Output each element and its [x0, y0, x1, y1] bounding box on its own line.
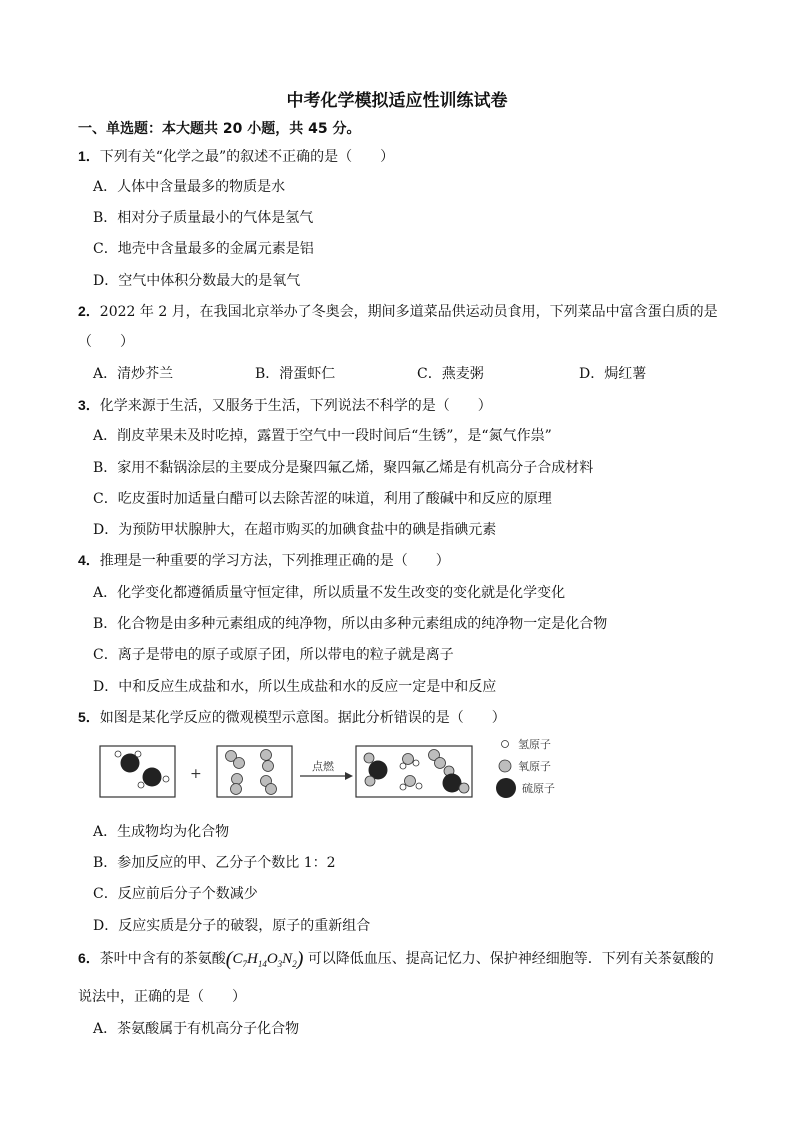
- legend-hydrogen: 氢原子: [518, 738, 551, 751]
- question-1-stem: [78, 146, 394, 166]
- question-3-option-d: D．为预防甲状腺肿大，在超市购买的加碘食盐中的碘是指碘元素: [93, 522, 497, 538]
- question-4-option-c: C．离子是带电的原子或原子团，所以带电的粒子就是离子: [93, 647, 454, 663]
- question-3-option-a: A．削皮苹果未及时吃掉，露置于空气中一段时间后“生锈”，是“氮气作祟”: [93, 428, 552, 444]
- page-title: 中考化学模拟适应性训练试卷: [286, 91, 508, 111]
- h2o-molecule: [400, 776, 422, 791]
- question-3-option-c: C．吃皮蛋时加适量白醋可以去除苦涩的味道，利用了酸碱中和反应的原理: [93, 491, 552, 507]
- h2s-molecule: [115, 751, 141, 773]
- question-2-options: [93, 363, 741, 383]
- o2-molecules: [226, 750, 277, 795]
- question-6-option-a: A．茶氨酸属于有机高分子化合物: [93, 1021, 300, 1037]
- arrow-label: 点燃: [312, 760, 334, 773]
- question-4-option-d: D．中和反应生成盐和水，所以生成盐和水的反应一定是中和反应: [93, 679, 497, 695]
- o2-molecule: [429, 750, 446, 769]
- question-1-option-d: D．空气中体积分数最大的是氧气: [93, 273, 301, 289]
- question-4-stem: [78, 550, 450, 570]
- question-5-stem: [78, 707, 506, 727]
- question-2-option-d: D．焗红薯: [579, 366, 647, 382]
- question-2-stem-cont: （ ）: [78, 334, 134, 350]
- plus-sign: +: [190, 766, 202, 782]
- arrow-head: [345, 772, 353, 780]
- question-3-stem: [78, 395, 492, 415]
- h2s-molecule: [138, 768, 169, 789]
- question-1-option-c: C．地壳中含量最多的金属元素是铝: [93, 241, 314, 257]
- question-number: 2．: [78, 303, 100, 319]
- question-number: 5．: [78, 709, 100, 725]
- question-text: 推理是一种重要的学习方法，下列推理正确的是（ ）: [99, 553, 450, 569]
- so2-molecule: [364, 753, 388, 786]
- question-number: 4．: [78, 552, 100, 568]
- question-text-a: 茶叶中含有的茶氨酸: [99, 951, 226, 967]
- legend-sulfur: 硫原子: [522, 782, 555, 795]
- section-heading: 一、单选题：本大题共 20 小题，共 45 分。: [78, 121, 361, 137]
- question-4-option-b: B．化合物是由多种元素组成的纯净物，所以由多种元素组成的纯净物一定是化合物: [93, 616, 608, 632]
- theanine-formula: $(C_7H_{14}O_3N_2)$: [225, 948, 304, 970]
- question-6-stem-cont: 说法中，正确的是（ ）: [78, 989, 246, 1005]
- question-1-option-b: B．相对分子质量最小的气体是氢气: [93, 210, 314, 226]
- question-text-b: 可以降低血压、提高记忆力、保护神经细胞等．下列有关茶氨酸的: [307, 951, 714, 967]
- question-5-option-c: C．反应前后分子个数减少: [93, 886, 258, 902]
- question-2-option-b: B．滑蛋虾仁: [255, 366, 336, 382]
- question-text: 如图是某化学反应的微观模型示意图。据此分析错误的是（ ）: [99, 710, 506, 726]
- question-2-stem: [78, 301, 718, 321]
- question-1-option-a: A．人体中含量最多的物质是水: [93, 179, 286, 195]
- question-4-option-a: A．化学变化都遵循质量守恒定律，所以质量不发生改变的变化就是化学变化: [93, 585, 566, 601]
- question-text: 2022 年 2 月，在我国北京举办了冬奥会，期间多道菜品供运动员食用，下列菜品中富含蛋白质的是: [99, 304, 718, 320]
- sulfur-atom-icon: [496, 778, 516, 798]
- question-2-option-c: C．燕麦粥: [417, 366, 484, 382]
- question-text: 化学来源于生活，又服务于生活，下列说法不科学的是（ ）: [99, 398, 492, 414]
- oxygen-atom-icon: [499, 760, 511, 772]
- question-text: 下列有关“化学之最”的叙述不正确的是（ ）: [99, 149, 395, 165]
- hydrogen-atom-icon: [502, 741, 509, 748]
- h2o-molecule: [400, 754, 419, 770]
- legend-oxygen: 氧原子: [518, 760, 551, 773]
- question-number: 1．: [78, 148, 100, 164]
- reaction-diagram: [90, 736, 580, 806]
- so2-molecule: [443, 766, 470, 793]
- question-5-option-d: D．反应实质是分子的破裂，原子的重新组合: [93, 918, 371, 934]
- question-3-option-b: B．家用不黏锅涂层的主要成分是聚四氟乙烯，聚四氟乙烯是有机高分子合成材料: [93, 460, 594, 476]
- question-5-option-a: A．生成物均为化合物: [93, 824, 230, 840]
- question-number: 6．: [78, 950, 100, 966]
- question-2-option-a: A．清炒芥兰: [93, 366, 174, 382]
- question-5-option-b: B．参加反应的甲、乙分子个数比 1：2: [93, 855, 336, 871]
- question-number: 3．: [78, 397, 100, 413]
- legend: [496, 737, 555, 798]
- question-6-stem: [78, 948, 714, 971]
